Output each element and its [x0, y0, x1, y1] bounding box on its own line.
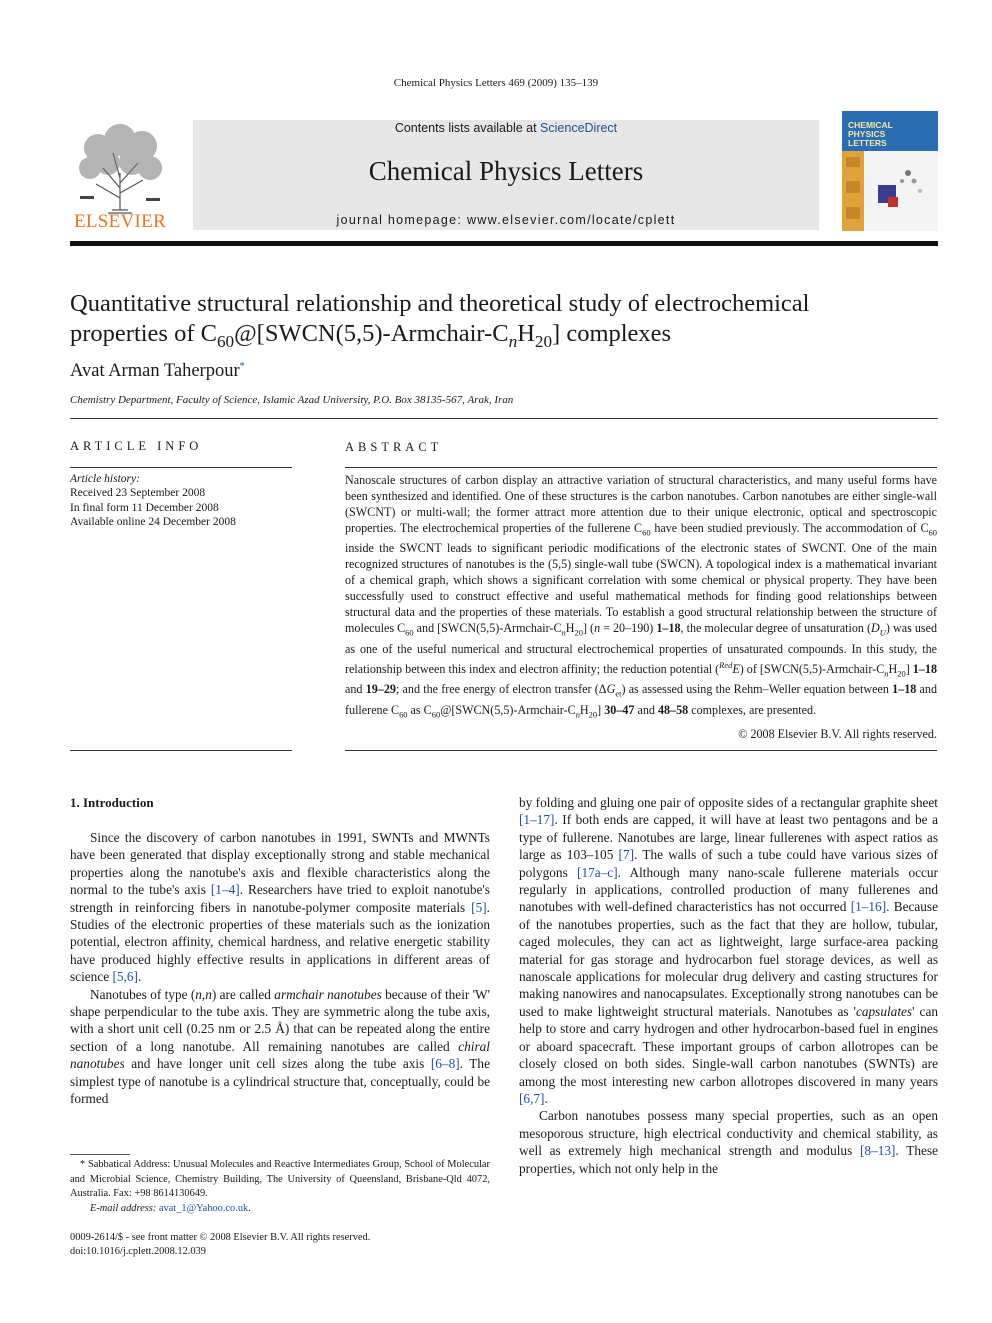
section-heading-introduction: 1. Introduction [70, 795, 154, 810]
abstract-copyright: © 2008 Elsevier B.V. All rights reserved. [738, 727, 937, 741]
contents-line [193, 121, 819, 135]
history-item: Received 23 September 2008 [70, 487, 206, 500]
citation-link[interactable]: [8–13] [859, 1143, 896, 1159]
front-matter-info [70, 1231, 370, 1259]
journal-title: Chemical Physics Letters [368, 156, 644, 186]
header-rule [70, 241, 938, 246]
citation-link[interactable]: [6–8] [430, 1056, 460, 1072]
title-line: Quantitative structural relationship and theoretical study of electrochemical [70, 290, 810, 317]
article-history [70, 472, 236, 529]
abstract-label: ABSTRACT [345, 440, 443, 454]
history-label: Article history: [70, 473, 140, 485]
author-footnote-mark[interactable]: * [239, 361, 245, 372]
citation-link[interactable]: [6,7] [519, 1090, 545, 1106]
paragraph: Since the discovery of carbon nanotubes in 1991, SWNTs and MWNTs have been generated that display exceptionally strong and stable mechanical properties along the nanotube's axis and flexible characteristics along the normal to the tube's axis [1–4]. Researchers have tried to exploit nanotube's strength in reinforcing fibers in nanotube-polymer composite materials [5]. Studies of the electronic properties of these materials such as the ionization potential, electron affinity, chemical hardness, and relative energetic stability have produced highly effective results in applications in different areas of science [5,6]. [70, 830, 490, 985]
affiliation: Chemistry Department, Faculty of Science, Islamic Azad University, P.O. Box 38135-567, Arak, Iran [70, 394, 514, 406]
sciencedirect-link[interactable]: ScienceDirect [540, 121, 618, 135]
issn-line: 0009-2614/$ - see front matter © 2008 Elsevier B.V. All rights reserved. [70, 1232, 371, 1243]
footnote-email: E-mail address: avat_1@Yahoo.co.uk. [90, 1202, 251, 1214]
footnote-address: * Sabbatical Address: Unusual Molecules and Reactive Intermediates Group, School of Molecular and Microbial Science, Chemistry Building, The University of Queensland, Brisbane-Qld 4072, Australia. Fax: +98 8614130649. [70, 1159, 490, 1199]
citation-link[interactable]: [1–17] [519, 812, 555, 828]
cover-title [848, 121, 934, 148]
paragraph: Carbon nanotubes possess many special properties, such as an open mesoporous structure, high electrical conductivity and chemical stability, as well as extremely high mechanical strength and modulus [8–13]. These properties, which not only help in the [519, 1108, 938, 1176]
intro-right-column [519, 794, 938, 1177]
article-title [70, 289, 940, 357]
cover-art [842, 151, 938, 231]
abstract-text: Nanoscale structures of carbon display an attractive variation of structural characteristics, and many useful forms have been synthesized and identified. One of these structures is the carbon nanotubes. Carbon nanotubes are either single-wall (SWCNT) or multi-wall; the former attract more attention due to their unique electronic, optical and spectroscopic properties. The electrochemical properties of the fullerene $C_{60}$ have been studied previously. The accommodation of $C_{60}$ inside the SWCNT leads to significant periodic modifications of the electronic states of SWCNT. One of the main recognized structures of nanotubes is the (5,5) single-wall tube (SWCN). A topological index is a mathematical invariant of a chemical graph, which shows a significant correlation with some chemical or physical property. They have been successfully used to construct effective and useful mathematical methods for finding good relationships between structural data and the properties of these materials. To establish a good structural relationship between the structure of molecules $C_{60}$ and $[SWCN(5,5)-Armchair-C_nH_{20}] (n = 20-190)$ 1–18, the molecular degree of unsaturation $(D_U)$ was used as one of the useful numerical and structural electrochemical properties of unsaturated compounds. In this study, the relationship between this index and electron affinity; the reduction potential ($^{Red}$E) of $[SWCN(5,5)-Armchair-C_nH_{20}]$ 1–18 and 19–29; and the free energy of electron transfer $(\Delta G_{et})$ as assessed using the Rehm–Weller equation between 1–18 and fullerene $C_{60}$ as $C_{60}@[SWCN(5,5)-Armchair-C_nH_{20}]$ 30–47 and 48–58 complexes, are presented. [345, 473, 937, 720]
citation-link[interactable]: [1–16] [850, 899, 887, 915]
journal-cover-image [842, 111, 938, 231]
elsevier-logo-text: ELSEVIER [73, 211, 167, 232]
history-item: In final form 11 December 2008 [70, 501, 219, 514]
title-rule [70, 418, 938, 419]
cover-title-line: LETTERS [848, 138, 887, 148]
running-head: Chemical Physics Letters 469 (2009) 135–139 [393, 77, 599, 89]
citation-link[interactable]: [7] [618, 847, 635, 863]
article-info-label: ARTICLE INFO [70, 439, 203, 453]
citation-link[interactable]: [17a–c] [577, 864, 618, 880]
article-info-rule [70, 467, 292, 468]
citation-link[interactable]: [5] [471, 899, 487, 915]
citation-link[interactable]: [1–4] [210, 882, 240, 898]
author-name: Avat Arman Taherpour* [70, 361, 245, 382]
cover-title-line: CHEMICAL [848, 120, 893, 130]
paragraph: by folding and gluing one pair of opposite sides of a rectangular graphite sheet [1–17]. If both ends are capped, it will have at least two pentagons and be a type of fullerene. Nanotubes are large, linear fullerenes with aspect ratios as large as 103–105 [7]. The walls of such a tube could have various sizes of polygons [17a–c]. Although many nano-scale fullerene materials occur regularly in applications, controlled production of many fullerenes and nanotubes with well-defined characteristics has not occurred [1–16]. Because of the nanotubes properties, such as the fact that they are hollow, tubular, caged molecules, they can act as lightweight, large surface-area packing material for gas storage and hydrocarbon fuel storage devices, as well as nanoscale applications for molecular drug delivery and casting structures for making nanowires and nanocapsulates. Exceptionally strong nanotubes can be used to make lightweight structural materials. Nanotubes as 'capsulates' can help to store and carry hydrogen and other hydrocarbon-based fuel in engines or aboard spacecraft. These important groups of carbon allotropes can be closely closed on both sides. Single-wall carbon nanotubes (SWNTs) are among the most interesting new carbon allotropes discovered in many years [6,7]. [519, 795, 939, 1106]
article-info-bottom-rule [70, 750, 292, 751]
citation-link[interactable]: [5,6] [112, 969, 138, 985]
abstract-bottom-rule [345, 750, 937, 751]
paragraph: Nanotubes of type (n,n) are called armchair nanotubes because of their 'W' shape perpendicular to the tube axis. They are symmetric along the tube axis, with a short unit cell (0.25 nm or 2.5 Å) that can be repeated along the entire section of a long nanotube. All remaining nanotubes are called chiral nanotubes and have longer unit cell sizes along the tube axis [6–8]. The simplest type of nanotube is a cylindrical structure that, conceptually, could be formed [70, 986, 490, 1107]
author-footnote [70, 1158, 490, 1216]
title-line: properties of $C_{60}@[SWCN(5,5)-Armchair-C_nH_{20}]$ complexes [70, 320, 672, 351]
doi-line[interactable]: doi:10.1016/j.cplett.2008.12.039 [70, 1246, 206, 1257]
contents-prefix: Contents lists available at [394, 121, 541, 135]
email-link[interactable]: avat_1@Yahoo.co.uk [158, 1202, 249, 1214]
cover-title-line: PHYSICS [848, 129, 886, 139]
abstract-rule [345, 467, 937, 468]
history-item: Available online 24 December 2008 [70, 515, 236, 528]
intro-left-column [70, 829, 490, 1108]
footnote-rule [70, 1154, 130, 1155]
journal-homepage[interactable]: journal homepage: www.elsevier.com/locate/cplett [336, 213, 676, 227]
